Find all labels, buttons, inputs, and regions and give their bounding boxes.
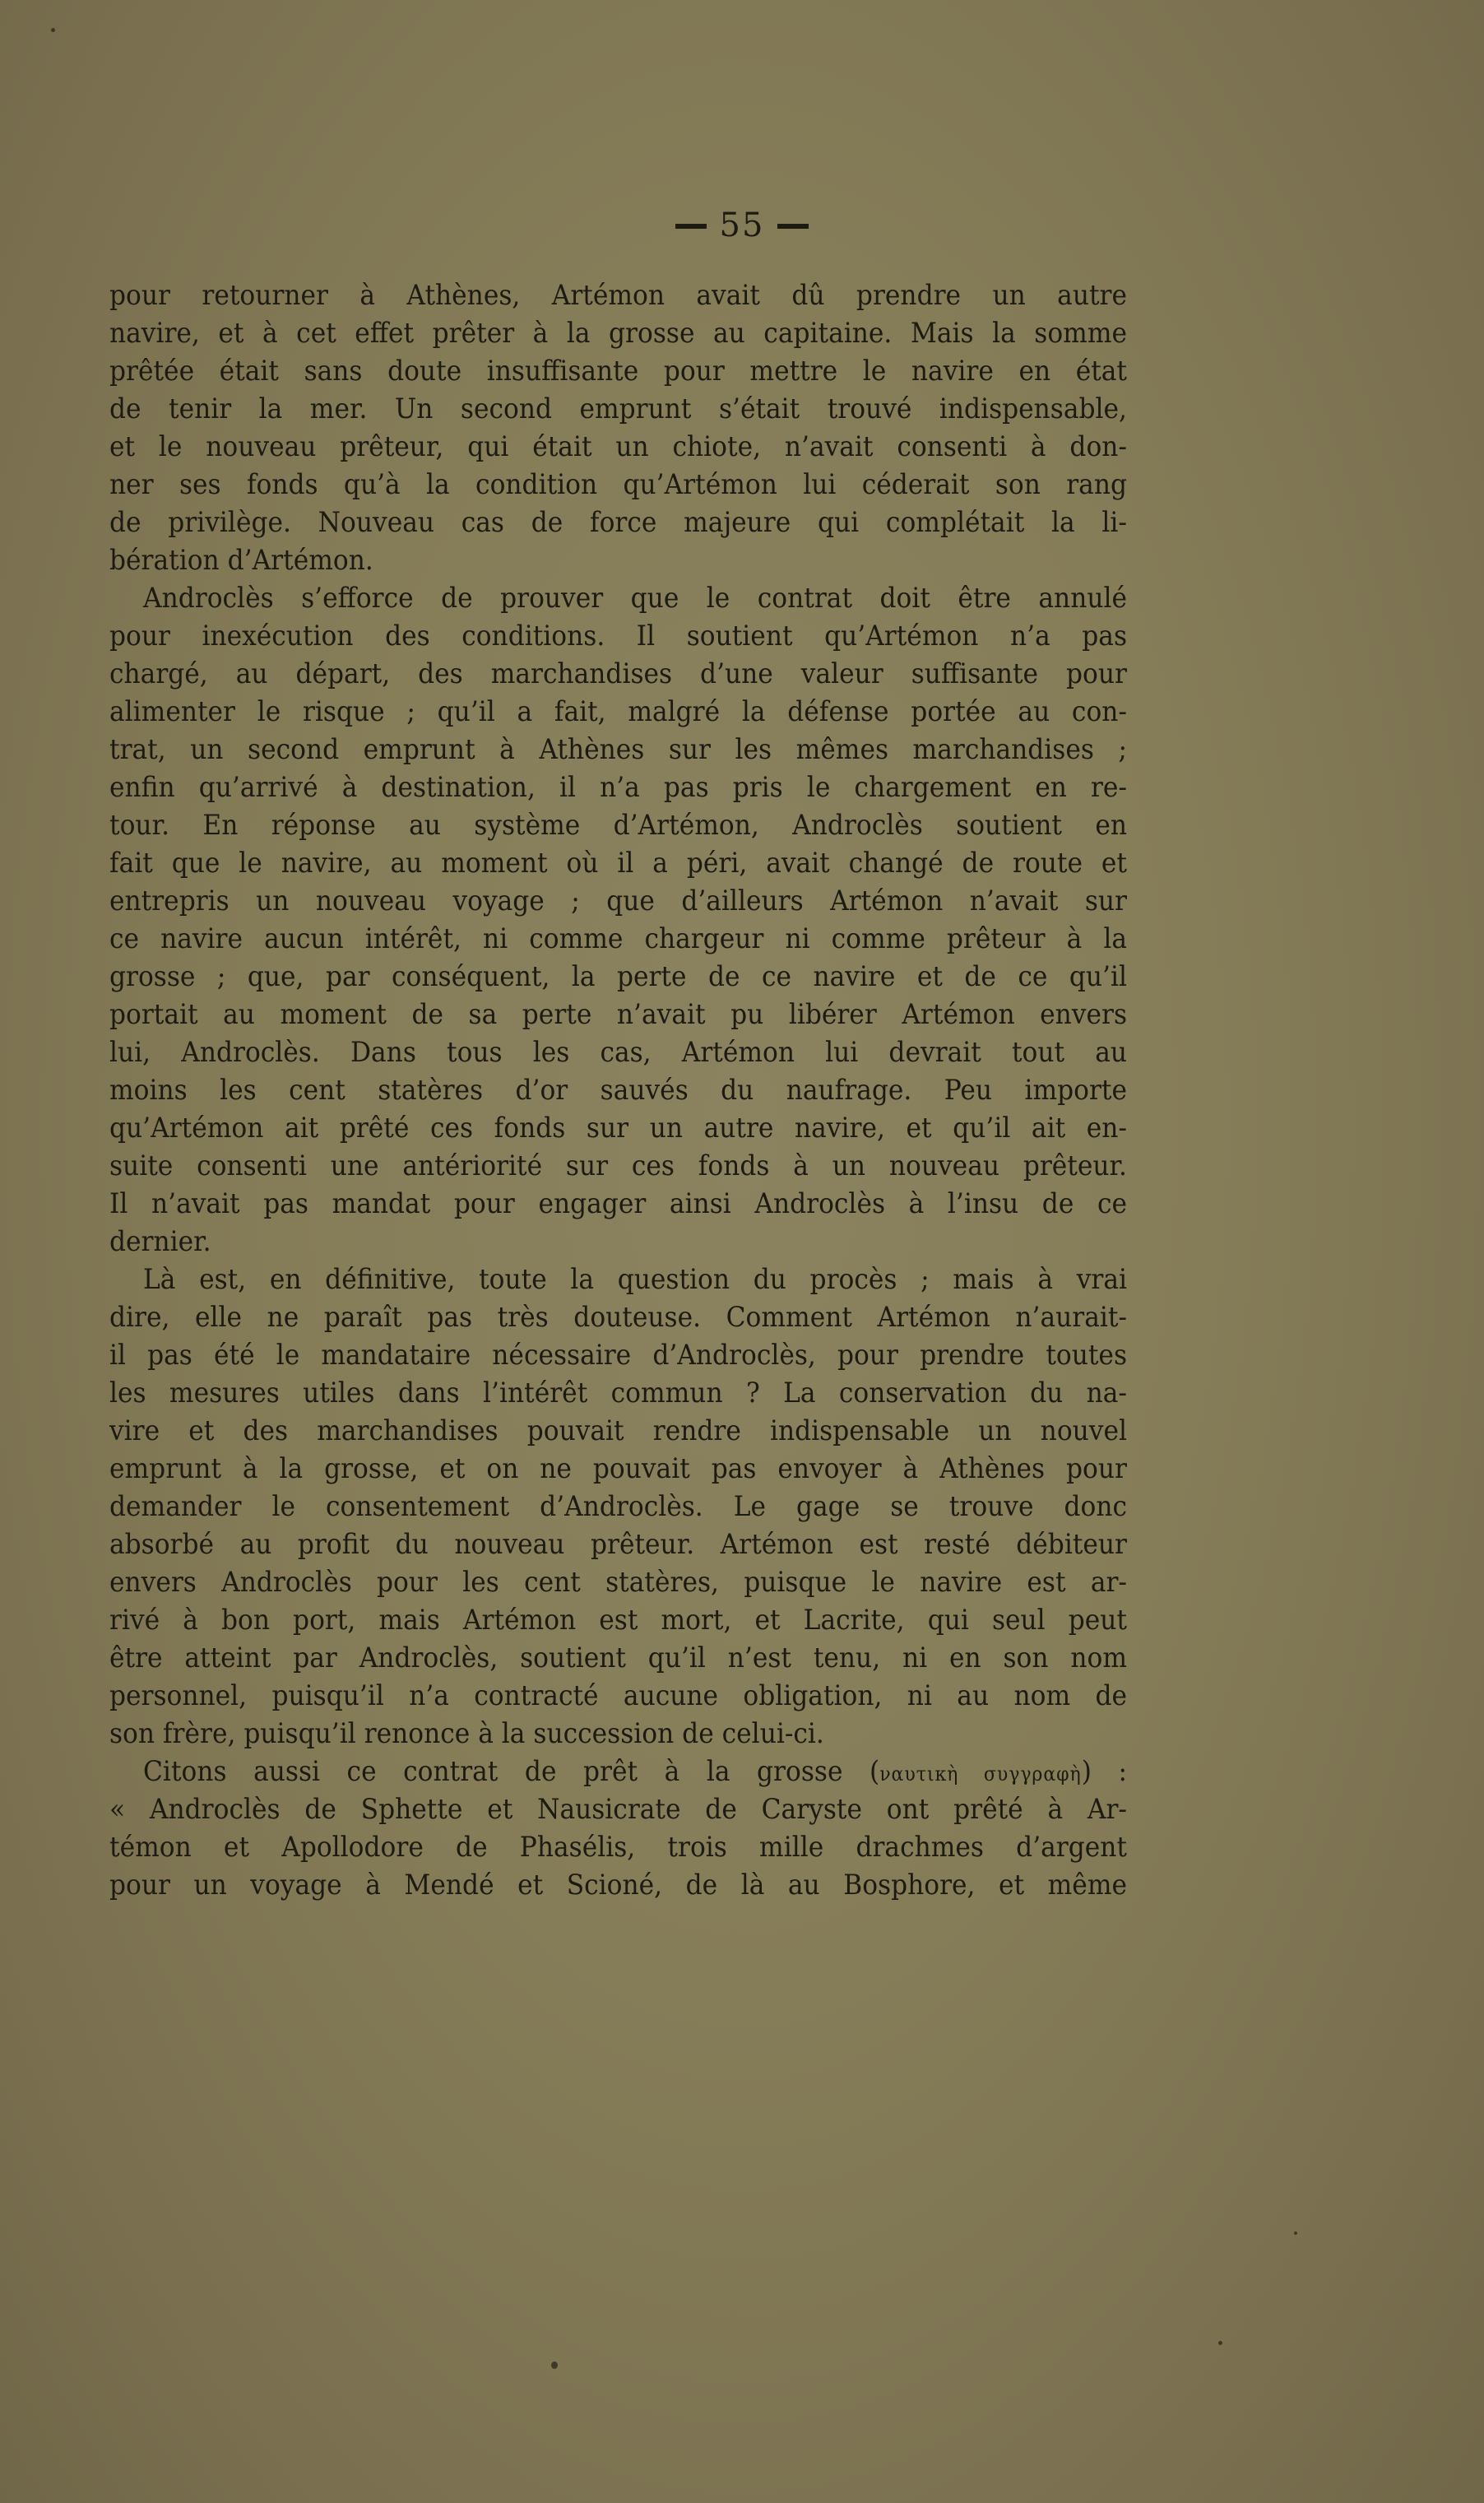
line-text: grosse ; que, par conséquent, la perte de ce navire et de ce qu’il — [109, 960, 1127, 993]
line-text: alimenter le risque ; qu’il a fait, malgré la défense portée au con- — [109, 695, 1128, 728]
line-text: navire, et à cet effet prêter à la grosse au capitaine. Mais la somme — [109, 317, 1127, 350]
text-line — [109, 390, 1127, 428]
line-text: dernier. — [109, 1225, 211, 1258]
text-line-content — [109, 1374, 1127, 1412]
line-text: les mesures utiles dans l’intérêt commun ? La conservation du na- — [109, 1377, 1127, 1409]
text-line — [109, 806, 1127, 844]
line-text: Il n’avait pas mandat pour engager ainsi Androclès à l’insu de ce — [109, 1187, 1127, 1220]
text-line — [109, 655, 1127, 693]
text-line — [109, 1374, 1127, 1412]
line-text: de privilège. Nouveau cas de force majeure qui complétait la li- — [109, 506, 1127, 539]
page-number — [0, 206, 1484, 245]
text-line — [109, 1336, 1127, 1374]
text-line — [109, 958, 1127, 996]
line-text: Citons aussi ce contrat de prêt à la grosse ( — [143, 1755, 880, 1788]
text-line-content — [109, 655, 1127, 693]
text-line — [109, 769, 1127, 806]
line-text: dire, elle ne paraît pas très douteuse. Comment Artémon n’aurait- — [109, 1301, 1127, 1334]
text-line-content — [109, 541, 373, 579]
text-line-content — [109, 390, 1127, 428]
line-text: demander le consentement d’Androclès. Le gage se trouve donc — [109, 1490, 1128, 1523]
text-line-content — [109, 428, 1127, 466]
text-line — [109, 1261, 1127, 1298]
line-text: témon et Apollodore de Phasélis, trois mille drachmes d’argent — [109, 1831, 1127, 1864]
line-text: absorbé au profit du nouveau prêteur. Artémon est resté débiteur — [109, 1528, 1128, 1561]
line-text: tour. En réponse au système d’Artémon, Androclès soutient en — [109, 809, 1127, 842]
line-text: rivé à bon port, mais Artémon est mort, et Lacrite, qui seul peut — [109, 1604, 1128, 1637]
text-line-content — [109, 1563, 1127, 1601]
text-line-content — [109, 882, 1127, 920]
text-line-content — [109, 352, 1127, 390]
text-line-content — [109, 844, 1127, 882]
line-text: et le nouveau prêteur, qui était un chiote, n’avait consenti à don- — [109, 430, 1127, 463]
text-line — [109, 1109, 1127, 1147]
greek-term: ναυτικὴ συγγραφὴ — [879, 1762, 1082, 1786]
text-line — [109, 1828, 1127, 1866]
text-line — [109, 1563, 1127, 1601]
text-line-content — [109, 314, 1127, 352]
text-line-content — [109, 1828, 1127, 1866]
body-text — [109, 276, 1127, 1904]
text-line — [109, 1223, 1127, 1261]
text-line — [109, 428, 1127, 466]
text-line — [109, 617, 1127, 655]
line-text: portait au moment de sa perte n’avait pu libérer Artémon envers — [109, 998, 1127, 1031]
text-line — [109, 1715, 1127, 1753]
line-text: pour inexécution des conditions. Il soutient qu’Artémon n’a pas — [109, 620, 1127, 652]
text-line — [109, 579, 1127, 617]
text-line-content — [109, 1677, 1127, 1715]
line-text: prêtée était sans doute insuffisante pour mettre le navire en état — [109, 355, 1127, 388]
text-line — [109, 1790, 1127, 1828]
line-text: Là est, en définitive, toute la question du procès ; mais à vrai — [143, 1263, 1127, 1296]
text-line — [109, 731, 1127, 769]
line-text: lui, Androclès. Dans tous les cas, Artémon lui devrait tout au — [109, 1036, 1127, 1069]
text-line — [109, 1298, 1127, 1336]
text-line-content — [109, 1033, 1127, 1071]
text-line-content — [143, 1753, 1127, 1793]
text-line — [109, 1147, 1127, 1185]
text-line — [109, 1639, 1127, 1677]
text-line-content — [109, 1185, 1127, 1223]
text-line-content — [109, 806, 1127, 844]
line-text: de tenir la mer. Un second emprunt s’était trouvé indispensable, — [109, 392, 1127, 425]
line-text: enfin qu’arrivé à destination, il n’a pas pris le chargement en re- — [109, 771, 1127, 804]
text-line-content — [109, 1071, 1127, 1109]
text-line-content — [109, 504, 1127, 541]
text-line — [109, 920, 1127, 958]
text-line-content — [109, 693, 1127, 731]
text-line-content — [109, 1412, 1127, 1450]
line-text: son frère, puisqu’il renonce à la succession de celui-ci. — [109, 1717, 824, 1750]
line-text: personnel, puisqu’il n’a contracté aucune obligation, ni au nom de — [109, 1679, 1128, 1712]
text-line-content — [109, 1866, 1127, 1904]
line-text: moins les cent statères d’or sauvés du naufrage. Peu importe — [109, 1074, 1127, 1107]
line-text: suite consenti une antériorité sur ces fonds à un nouveau prêteur. — [109, 1149, 1127, 1182]
line-text: ner ses fonds qu’à la condition qu’Artémon lui céderait son rang — [109, 468, 1127, 501]
text-line — [109, 882, 1127, 920]
line-text: Androclès s’efforce de prouver que le contrat doit être annulé — [143, 582, 1127, 615]
text-line-content — [109, 466, 1127, 504]
text-line — [109, 1601, 1127, 1639]
paper-speck — [1294, 2231, 1297, 2235]
line-text: il pas été le mandataire nécessaire d’Androclès, pour prendre toutes — [109, 1339, 1128, 1372]
text-line — [109, 1412, 1127, 1450]
em-dash-left — [675, 224, 707, 229]
text-line-content — [109, 276, 1127, 314]
text-line — [109, 504, 1127, 541]
line-text: fait que le navire, au moment où il a péri, avait changé de route et — [109, 847, 1127, 880]
line-text: trat, un second emprunt à Athènes sur les mêmes marchandises ; — [109, 733, 1127, 766]
line-text: être atteint par Androclès, soutient qu’il n’est tenu, ni en son nom — [109, 1642, 1127, 1674]
text-line — [109, 541, 1127, 579]
text-line-content — [109, 1639, 1127, 1677]
text-line — [109, 1450, 1127, 1488]
text-line-content — [109, 1450, 1127, 1488]
text-line — [109, 1071, 1127, 1109]
text-line-content — [109, 617, 1127, 655]
line-text: entrepris un nouveau voyage ; que d’ailleurs Artémon n’avait sur — [109, 885, 1127, 917]
text-line — [109, 1525, 1127, 1563]
line-text: envers Androclès pour les cent statères, puisque le navire est ar- — [109, 1566, 1127, 1599]
text-line-content — [109, 731, 1127, 769]
text-line-content — [109, 1525, 1127, 1563]
line-text: « Androclès de Sphette et Nausicrate de Caryste ont prêté à Ar- — [109, 1793, 1127, 1826]
text-line-content — [109, 1223, 211, 1261]
text-line-content — [109, 1336, 1127, 1374]
line-text-after: ) : — [1081, 1755, 1127, 1788]
line-text: qu’Artémon ait prêté ces fonds sur un autre navire, et qu’il ait en- — [109, 1112, 1127, 1145]
text-line — [109, 1488, 1127, 1525]
text-line — [109, 844, 1127, 882]
text-line — [109, 1033, 1127, 1071]
text-line — [109, 314, 1127, 352]
text-line-content — [109, 996, 1127, 1033]
text-line-content — [109, 1790, 1127, 1828]
page-number-value: 55 — [719, 207, 765, 244]
text-line — [109, 466, 1127, 504]
text-line — [109, 276, 1127, 314]
line-text: emprunt à la grosse, et on ne pouvait pas envoyer à Athènes pour — [109, 1452, 1127, 1485]
paper-speck — [1218, 2341, 1222, 2345]
text-line — [109, 1185, 1127, 1223]
text-line-content — [143, 579, 1127, 617]
text-line-content — [109, 920, 1127, 958]
paper-speck — [551, 2361, 558, 2369]
line-text: vire et des marchandises pouvait rendre indispensable un nouvel — [109, 1414, 1127, 1447]
text-line-content — [109, 1601, 1127, 1639]
line-text: ce navire aucun intérêt, ni comme chargeur ni comme prêteur à la — [109, 922, 1127, 955]
text-line — [109, 1677, 1127, 1715]
paper-speck — [51, 28, 55, 32]
text-line-content — [109, 1298, 1127, 1336]
line-text: pour un voyage à Mendé et Scioné, de là au Bosphore, et même — [109, 1869, 1127, 1902]
line-text: pour retourner à Athènes, Artémon avait dû prendre un autre — [109, 279, 1127, 312]
text-line-content — [143, 1261, 1127, 1298]
text-line-content — [109, 769, 1127, 806]
text-line-content — [109, 1109, 1127, 1147]
text-line — [109, 996, 1127, 1033]
text-line-content — [109, 1147, 1127, 1185]
text-line — [109, 352, 1127, 390]
text-line-content — [109, 1488, 1127, 1525]
em-dash-right — [777, 224, 809, 229]
text-line-content — [109, 1715, 824, 1753]
line-text: chargé, au départ, des marchandises d’une valeur suffisante pour — [109, 657, 1127, 690]
text-line — [109, 1753, 1127, 1790]
text-line — [109, 1866, 1127, 1904]
text-line — [109, 693, 1127, 731]
line-text: bération d’Artémon. — [109, 544, 373, 577]
text-line-content — [109, 958, 1127, 996]
